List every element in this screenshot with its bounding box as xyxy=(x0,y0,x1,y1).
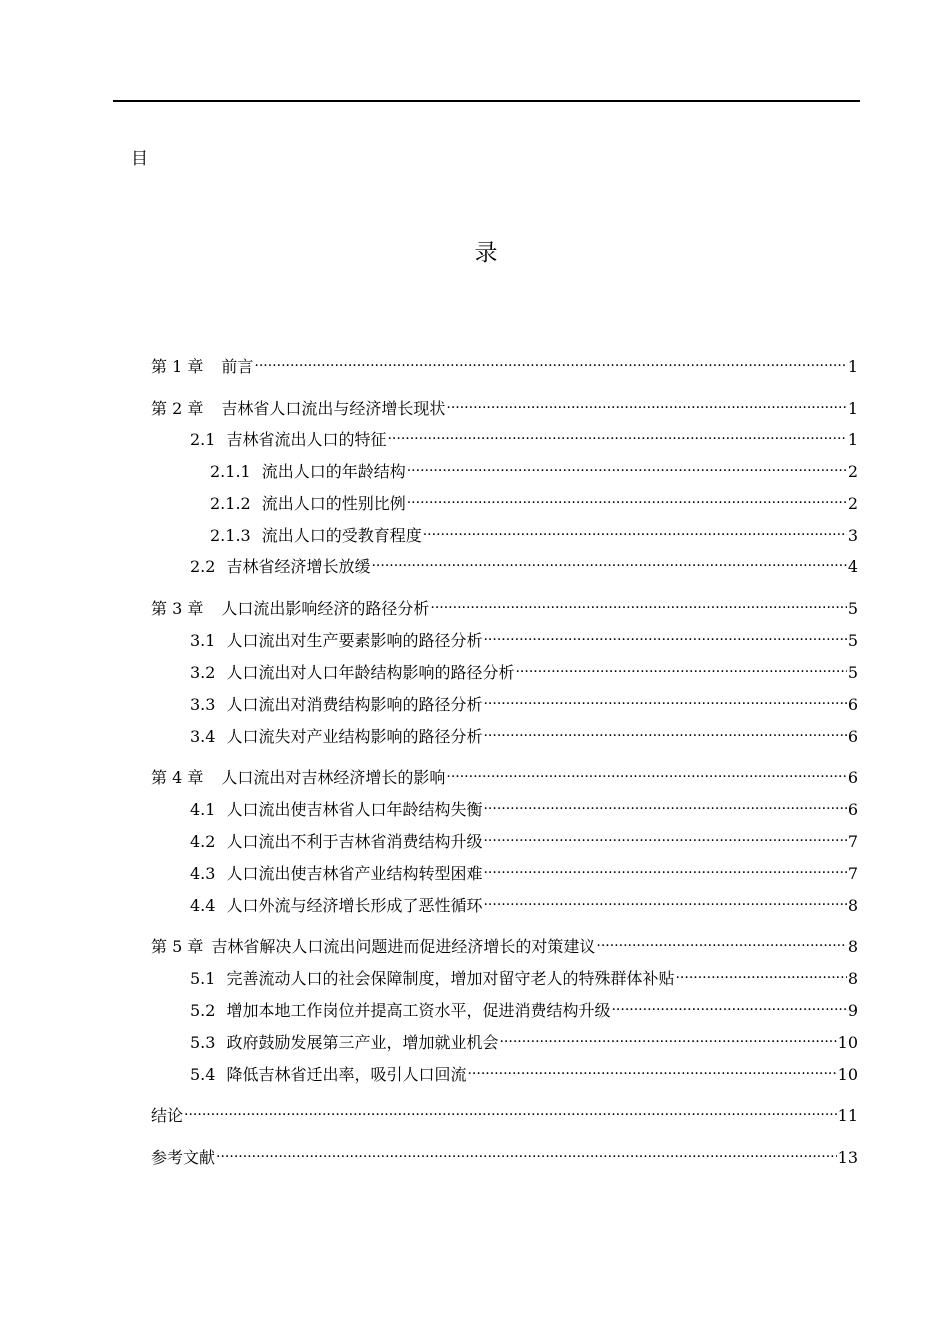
toc-entry-number: 第 5 章 xyxy=(151,937,204,956)
toc-entry-page: 9 xyxy=(847,1001,858,1020)
toc-entry-number: 2.2 xyxy=(190,557,216,576)
toc-entry-page: 5 xyxy=(847,631,858,650)
toc-entry-page: 2 xyxy=(847,494,858,513)
toc-entry-title: 流出人口的性别比例 xyxy=(261,494,406,513)
toc-leader-dots xyxy=(483,793,846,815)
toc-entry-title: 人口流出影响经济的路径分析 xyxy=(221,599,430,618)
toc-leader-dots xyxy=(387,423,846,445)
toc-leader-dots xyxy=(407,455,847,477)
toc-entry-number: 3.4 xyxy=(190,727,216,746)
toc-entry-number: 第 1 章 xyxy=(151,357,204,376)
toc-leader-dots xyxy=(407,487,847,509)
toc-entry-chapter-3[interactable] xyxy=(151,592,858,620)
toc-entry-number: 2.1.3 xyxy=(210,526,251,545)
toc-entry-chapter-5[interactable] xyxy=(151,930,858,958)
toc-leader-dots xyxy=(216,1141,837,1163)
toc-entry-chapter-2[interactable] xyxy=(151,392,858,420)
toc-leader-dots xyxy=(254,350,846,372)
toc-entry-number: 2.1 xyxy=(190,430,216,449)
toc-leader-dots xyxy=(483,720,846,742)
toc-entry-title: 流出人口的受教育程度 xyxy=(261,526,422,545)
toc-leader-dots xyxy=(430,592,846,614)
toc-leader-dots xyxy=(371,550,846,572)
toc-entry-page: 8 xyxy=(847,969,858,988)
toc-entry-page: 13 xyxy=(837,1148,858,1167)
toc-entry-number: 第 4 章 xyxy=(151,768,204,787)
toc-leader-dots xyxy=(483,688,846,710)
toc-entry-title: 人口外流与经济增长形成了恶性循环 xyxy=(226,896,483,915)
toc-entry-number: 2.1.1 xyxy=(210,462,251,481)
toc-entry-title: 结论 xyxy=(151,1106,184,1125)
toc-leader-dots xyxy=(596,930,846,952)
toc-entry-page: 7 xyxy=(847,832,858,851)
toc-entry-number: 5.2 xyxy=(190,1001,216,1020)
toc-entry-section-2-1[interactable] xyxy=(190,423,858,451)
toc-entry-number: 4.1 xyxy=(190,800,216,819)
toc-heading-second-char: 录 xyxy=(474,240,498,266)
toc-entry-page: 10 xyxy=(837,1033,858,1052)
toc-entry-page: 8 xyxy=(847,937,858,956)
toc-entry-title: 吉林省解决人口流出问题进而促进经济增长的对策建议 xyxy=(211,937,596,956)
toc-entry-number: 3.1 xyxy=(190,631,216,650)
toc-entry-page: 1 xyxy=(847,357,858,376)
toc-entry-number: 3.2 xyxy=(190,663,216,682)
toc-entry-conclusion[interactable] xyxy=(151,1099,858,1127)
toc-entry-page: 7 xyxy=(847,864,858,883)
toc-leader-dots xyxy=(446,392,846,414)
toc-entry-section-4-3[interactable] xyxy=(190,857,858,885)
toc-leader-dots xyxy=(483,889,846,911)
toc-entry-title: 吉林省人口流出与经济增长现状 xyxy=(221,399,446,418)
toc-entry-section-4-4[interactable] xyxy=(190,889,858,917)
toc-entry-title: 降低吉林省迁出率，吸引人口回流 xyxy=(226,1065,467,1084)
toc-entry-title: 人口流出使吉林省产业结构转型困难 xyxy=(226,864,483,883)
toc-entry-references[interactable] xyxy=(151,1141,858,1169)
toc-entry-page: 1 xyxy=(847,430,858,449)
toc-entry-title: 人口流出对生产要素影响的路径分析 xyxy=(226,631,483,650)
toc-entry-page: 1 xyxy=(847,399,858,418)
toc-entry-title: 人口流出不利于吉林省消费结构升级 xyxy=(226,832,483,851)
toc-entry-page: 5 xyxy=(847,599,858,618)
toc-entry-page: 10 xyxy=(837,1065,858,1084)
toc-entry-page: 8 xyxy=(847,896,858,915)
toc-entry-section-2-1-2[interactable] xyxy=(210,487,858,515)
toc-leader-dots xyxy=(467,1058,836,1080)
toc-entry-page: 6 xyxy=(847,800,858,819)
toc-entry-section-5-4[interactable] xyxy=(190,1058,858,1086)
toc-entry-title: 人口流失对产业结构影响的路径分析 xyxy=(226,727,483,746)
toc-entry-title: 政府鼓励发展第三产业，增加就业机会 xyxy=(226,1033,499,1052)
toc-entry-title: 完善流动人口的社会保障制度，增加对留守老人的特殊群体补贴 xyxy=(226,969,675,988)
toc-entry-number: 4.2 xyxy=(190,832,216,851)
toc-entry-page: 6 xyxy=(847,768,858,787)
toc-leader-dots xyxy=(515,656,846,678)
toc-entry-number: 5.3 xyxy=(190,1033,216,1052)
toc-entry-title: 吉林省经济增长放缓 xyxy=(226,557,371,576)
toc-entry-number: 第 2 章 xyxy=(151,399,204,418)
toc-entry-section-3-1[interactable] xyxy=(190,624,858,652)
toc-entry-page: 6 xyxy=(847,727,858,746)
toc-entry-title: 人口流出对吉林经济增长的影响 xyxy=(221,768,446,787)
toc-entry-page: 4 xyxy=(847,557,858,576)
toc-entry-title: 参考文献 xyxy=(151,1148,216,1167)
toc-entry-title: 流出人口的年龄结构 xyxy=(261,462,406,481)
toc-heading-first-char: 目 xyxy=(131,149,148,169)
toc-entry-section-5-2[interactable] xyxy=(190,994,858,1022)
toc-entry-page: 11 xyxy=(837,1106,858,1125)
toc-entry-section-2-1-1[interactable] xyxy=(210,455,858,483)
toc-entry-section-2-1-3[interactable] xyxy=(210,519,858,547)
toc-leader-dots xyxy=(446,761,846,783)
toc-entry-page: 3 xyxy=(847,526,858,545)
toc-leader-dots xyxy=(423,519,847,541)
toc-entry-page: 5 xyxy=(847,663,858,682)
toc-leader-dots xyxy=(611,994,846,1016)
toc-entry-number: 第 3 章 xyxy=(151,599,204,618)
toc-entry-title: 增加本地工作岗位并提高工资水平，促进消费结构升级 xyxy=(226,1001,611,1020)
toc-entry-number: 5.4 xyxy=(190,1065,216,1084)
toc-entry-title: 人口流出使吉林省人口年龄结构失衡 xyxy=(226,800,483,819)
toc-entry-section-4-2[interactable] xyxy=(190,825,858,853)
toc-entry-section-2-2[interactable] xyxy=(190,550,858,578)
toc-entry-section-5-1[interactable] xyxy=(190,962,858,990)
toc-entry-number: 3.3 xyxy=(190,695,216,714)
toc-entry-section-3-2[interactable] xyxy=(190,656,858,684)
toc-leader-dots xyxy=(675,962,846,984)
toc-entry-number: 4.4 xyxy=(190,896,216,915)
toc-entry-section-5-3[interactable] xyxy=(190,1026,858,1054)
toc-entry-section-3-4[interactable] xyxy=(190,720,858,748)
toc-entry-title: 人口流出对人口年龄结构影响的路径分析 xyxy=(226,663,515,682)
toc-entry-section-3-3[interactable] xyxy=(190,688,858,716)
toc-entry-title: 吉林省流出人口的特征 xyxy=(226,430,387,449)
toc-leader-dots xyxy=(184,1099,837,1121)
toc-entry-page: 6 xyxy=(847,695,858,714)
toc-entry-number: 4.3 xyxy=(190,864,216,883)
toc-leader-dots xyxy=(483,624,846,646)
header-rule xyxy=(113,100,860,102)
toc-leader-dots xyxy=(499,1026,836,1048)
toc-entry-chapter-1[interactable] xyxy=(151,350,858,378)
toc-entry-number: 5.1 xyxy=(190,969,216,988)
toc-leader-dots xyxy=(483,825,846,847)
toc-leader-dots xyxy=(483,857,846,879)
toc-entry-section-4-1[interactable] xyxy=(190,793,858,821)
toc-entry-number: 2.1.2 xyxy=(210,494,251,513)
toc-entry-title: 前言 xyxy=(221,357,254,376)
toc-entry-title: 人口流出对消费结构影响的路径分析 xyxy=(226,695,483,714)
toc-entry-chapter-4[interactable] xyxy=(151,761,858,789)
toc-entry-page: 2 xyxy=(847,462,858,481)
